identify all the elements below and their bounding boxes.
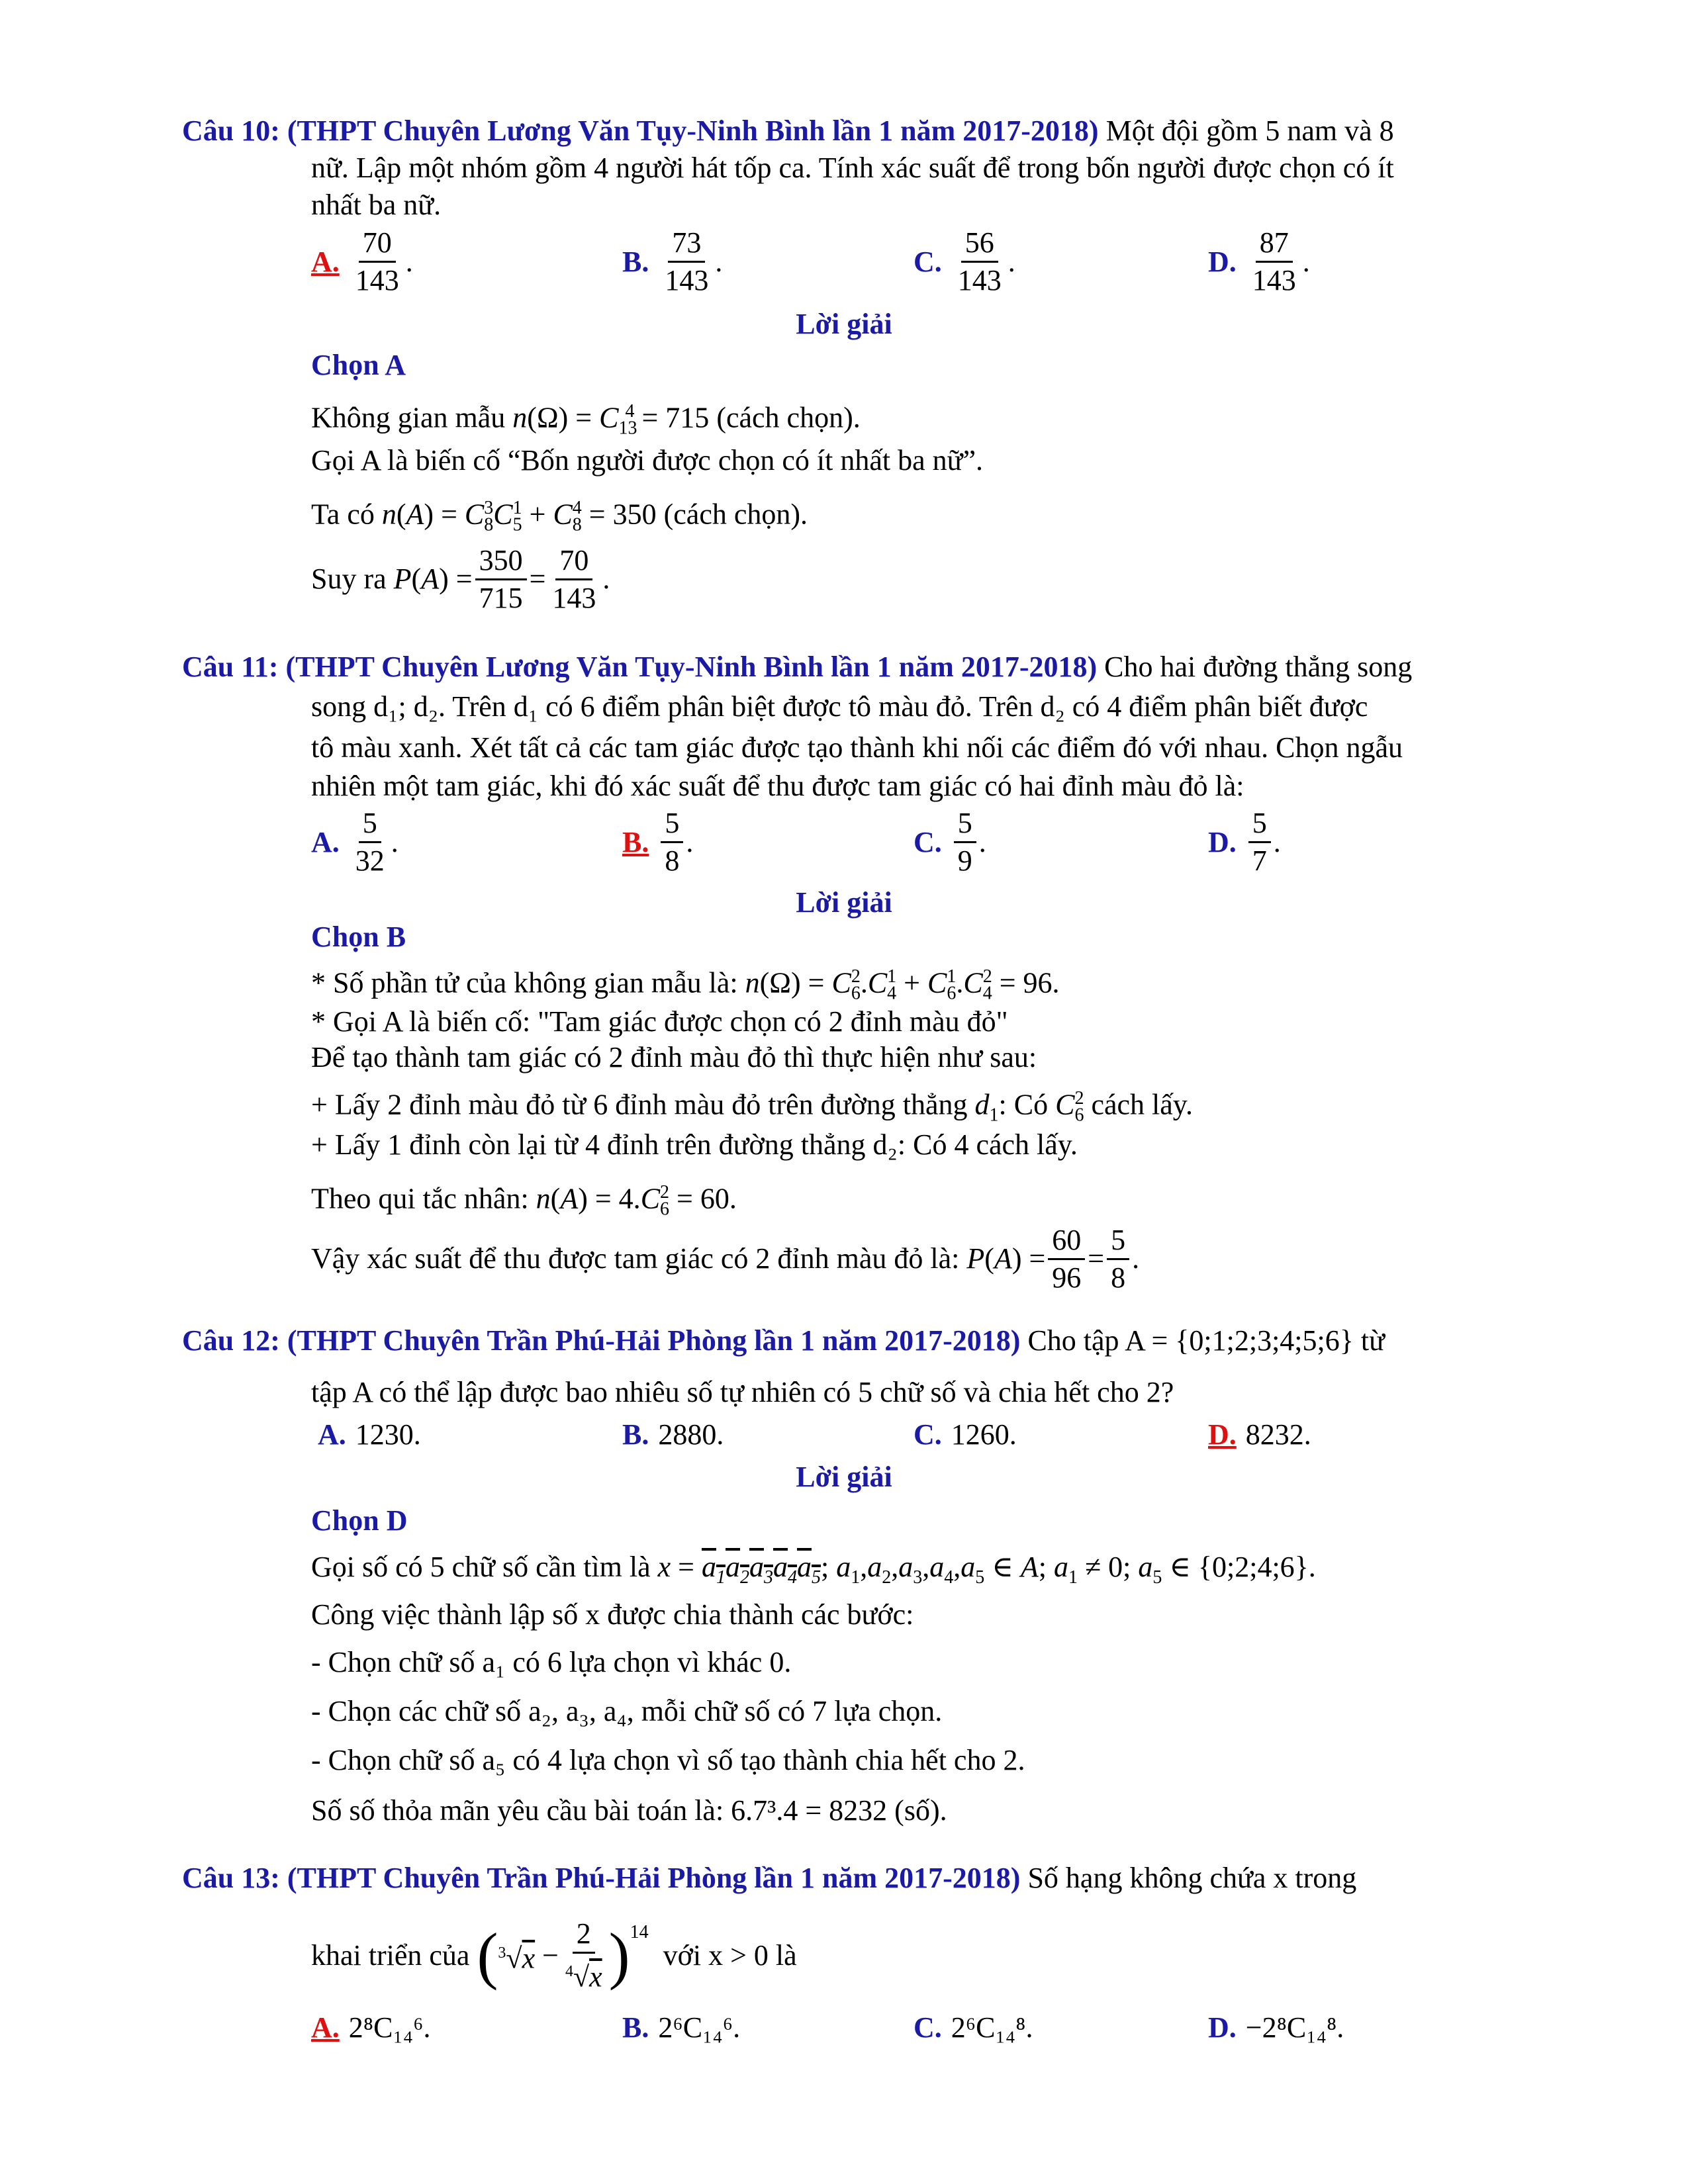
- q11-solution-line6: Theo qui tắc nhân: $n(A) = 4.C_6^2 = 60$.: [311, 1182, 737, 1220]
- q12-label: Câu 12:: [182, 1324, 280, 1357]
- q10-s1-pre: Không gian mẫu: [311, 401, 506, 434]
- q12-option-b-letter: B.: [622, 1418, 649, 1451]
- q10-option-b-den: 143: [665, 263, 709, 296]
- q12-solution-line2: Công việc thành lập số x được chia thành các bước:: [311, 1598, 914, 1631]
- cube-root-x: $^3$√x: [498, 1942, 536, 1975]
- q11-option-b-num: 5: [661, 805, 683, 843]
- q13-option-d-value: −2⁸C₁₄⁸.: [1245, 2011, 1344, 2044]
- q10-source: (THPT Chuyên Lương Văn Tụy-Ninh Bình lần 1 năm 2017-2018): [287, 114, 1099, 147]
- q10-option-c-fraction: [954, 225, 1006, 298]
- q13-text-line1: Số hạng không chứa x trong: [1027, 1862, 1357, 1894]
- q11-s1-pre: * Số phần tử của không gian mẫu là:: [311, 966, 738, 999]
- q13-inner-fraction: $\frac{2}{^4√x}$: [565, 1917, 602, 1993]
- q13-option-c-value: 2⁶C₁₄⁸.: [951, 2011, 1033, 2044]
- q13-option-d[interactable]: [1208, 2009, 1344, 2046]
- q10-option-a[interactable]: A. $\frac{70}{143}$ .: [311, 222, 413, 301]
- q13-text-line2-pre: khai triển của: [311, 1939, 470, 1972]
- q12-s1: Gọi số có 5 chữ số cần tìm là: [311, 1551, 651, 1583]
- q11-option-a-fraction: [352, 805, 389, 879]
- q10-option-b[interactable]: B. $\frac{73}{143}$ .: [622, 222, 722, 301]
- q11-solution-line3: Để tạo thành tam giác có 2 đỉnh màu đỏ thì thực hiện như sau:: [311, 1041, 1037, 1073]
- q12-solution-line6: Số số thỏa mãn yêu cầu bài toán là: 6.7³.4 = 8232 (số).: [311, 1794, 947, 1827]
- q11-option-a-num: 5: [359, 805, 381, 843]
- q11-option-a[interactable]: A. $\frac{5}{32}$ .: [311, 802, 399, 882]
- q10-s4-frac2-num: 70: [555, 543, 592, 580]
- q13-option-d-letter: D.: [1208, 2011, 1237, 2044]
- q13-option-a[interactable]: [311, 2009, 431, 2046]
- q11-text-line1: Cho hai đường thẳng song: [1104, 651, 1413, 683]
- q12-line1: [182, 1322, 1385, 1359]
- q10-option-b-letter: B.: [622, 245, 649, 278]
- q10-solution-line4: Suy ra P ( A ) = $\frac{350}{715}$ = $\frac{70}{143}$ .: [311, 539, 1509, 619]
- q12-solution-line5: - Chọn chữ số a₅ có 4 lựa chọn vì số tạo thành chia hết cho 2.: [311, 1744, 1025, 1776]
- q12-solution-line3: - Chọn chữ số a₁ có 6 lựa chọn vì khác 0.: [311, 1646, 792, 1678]
- q11-option-c-fraction: [954, 805, 976, 879]
- q10-option-a-num: 70: [359, 225, 396, 263]
- q10-text-line1: Một đội gồm 5 nam và 8: [1105, 114, 1394, 147]
- q12-option-b[interactable]: [622, 1416, 724, 1453]
- q10-options: [311, 222, 1569, 301]
- q10-s4-fraction1: [475, 543, 527, 616]
- q11-s7-frac1-num: 60: [1048, 1222, 1085, 1260]
- q10-choice: Chọn A: [311, 349, 406, 381]
- q10-line1: [182, 113, 1394, 150]
- q10-option-c-num: 56: [961, 225, 998, 263]
- q11-s7-fraction2: [1107, 1222, 1129, 1296]
- q13-option-b-value: 2⁶C₁₄⁶.: [658, 2011, 741, 2044]
- q10-s4-frac1-num: 350: [475, 543, 527, 580]
- q10-option-b-num: 73: [668, 225, 705, 263]
- q12-option-c-value: 1260.: [951, 1418, 1017, 1451]
- q11-option-d-den: 7: [1252, 844, 1267, 877]
- q11-label: Câu 11:: [182, 651, 279, 683]
- q11-s7-frac1-den: 96: [1052, 1261, 1082, 1294]
- q11-solution-line5: + Lấy 1 đỉnh còn lại từ 4 đỉnh trên đường thẳng d₂: Có 4 cách lấy.: [311, 1128, 1078, 1161]
- q11-solution-line2: * Gọi A là biến cố: "Tam giác được chọn có 2 đỉnh màu đỏ": [311, 1005, 1008, 1038]
- q13-option-b-letter: B.: [622, 2011, 649, 2044]
- q10-option-d[interactable]: D. $\frac{87}{143}$ .: [1208, 222, 1310, 301]
- q11-solution-line4: + Lấy 2 đỉnh màu đỏ từ 6 đỉnh màu đỏ trên đường thẳng $d_1$: Có $C_6^2$ cách lấy.: [311, 1088, 1193, 1126]
- q10-option-d-den: 143: [1252, 263, 1296, 296]
- q11-choice: Chọn B: [311, 921, 406, 953]
- q12-options: [311, 1416, 1509, 1456]
- q13-option-b[interactable]: [622, 2009, 740, 2046]
- q10-option-c-letter: C.: [914, 245, 942, 278]
- q11-option-c-den: 9: [957, 844, 972, 877]
- q13-option-c-letter: C.: [914, 2011, 942, 2044]
- q11-s4-post: cách lấy.: [1091, 1088, 1193, 1121]
- q10-text-line2: nữ. Lập một nhóm gồm 4 người hát tốp ca. Tính xác suất để trong bốn người được chọn có ít: [311, 152, 1394, 184]
- q10-option-c[interactable]: C. $\frac{56}{143}$ .: [914, 222, 1015, 301]
- q11-text-line3: tô màu xanh. Xét tất cả các tam giác được tạo thành khi nối các điểm đó với nhau. Chọn ngẫu: [311, 731, 1403, 764]
- q11-option-d[interactable]: D. $\frac{5}{7}$ .: [1208, 802, 1281, 882]
- q11-s7-fraction1: [1048, 1222, 1085, 1296]
- q10-option-d-num: 87: [1256, 225, 1293, 263]
- q11-solution-line1: * Số phần tử của không gian mẫu là: $n(\Omega) = C_6^2.C_4^1 + C_6^1.C_4^2 = 96$.: [311, 966, 1060, 1004]
- q12-option-d-letter: D.: [1208, 1418, 1237, 1451]
- q11-option-c[interactable]: C. $\frac{5}{9}$ .: [914, 802, 986, 882]
- q12-option-b-value: 2880.: [658, 1418, 724, 1451]
- q10-text-line3: nhất ba nữ.: [311, 189, 442, 221]
- q12-text-line1: Cho tập A = {0;1;2;3;4;5;6} từ: [1027, 1324, 1385, 1357]
- q12-option-c-letter: C.: [914, 1418, 942, 1451]
- q10-s4-frac2-den: 143: [552, 581, 596, 614]
- q12-text-line2: tập A có thể lập được bao nhiêu số tự nhiên có 5 chữ số và chia hết cho 2?: [311, 1376, 1174, 1408]
- q11-option-b-letter: B.: [622, 825, 649, 858]
- q11-option-a-den: 32: [355, 844, 385, 877]
- q12-option-a-value: 1230.: [355, 1418, 421, 1451]
- q10-solution-title: Lời giải: [796, 308, 892, 340]
- q12-option-a-letter: A.: [318, 1418, 346, 1451]
- q10-s4-frac1-den: 715: [479, 581, 523, 614]
- q11-text-line2: song d₁; d₂. Trên d₁ có 6 điểm phân biệt được tô màu đỏ. Trên d₂ có 4 điểm phân biết được: [311, 690, 1368, 723]
- q11-s7-frac2-num: 5: [1107, 1222, 1129, 1260]
- q13-options: [311, 2009, 1509, 2049]
- q11-option-a-letter: A.: [311, 825, 340, 858]
- q11-s6-pre: Theo qui tắc nhân:: [311, 1182, 529, 1215]
- q10-option-b-fraction: [661, 225, 712, 298]
- q11-option-c-letter: C.: [914, 825, 942, 858]
- q12-solution-line1: Gọi số có 5 chữ số cần tìm là $x = a_1a_2a_3a_4a_5$; $a_1,a_2,a_3,a_4,a_5$ ∈ A; $a_1 \ne 0$; $a_5$ ∈ {0;2;4;6}.: [311, 1551, 1316, 1588]
- q11-options: [311, 802, 1569, 882]
- q11-s7-pre: Vậy xác suất để thu được tam giác có 2 đỉnh màu đỏ là:: [311, 1242, 960, 1275]
- q12-choice: Chọn D: [311, 1504, 408, 1537]
- q11-solution-line7: Vậy xác suất để thu được tam giác có 2 đỉnh màu đỏ là: P ( A ) = $\frac{60}{96}$ = $\frac{5}{8}$ .: [311, 1219, 1509, 1298]
- q13-line1: [182, 1860, 1380, 1897]
- left-paren: (: [477, 1920, 498, 1991]
- q12-option-d-value: 8232.: [1245, 1418, 1311, 1451]
- q12-solution-title: Lời giải: [796, 1461, 892, 1493]
- q10-s3-post: (cách chọn).: [663, 498, 808, 531]
- q10-solution-line2: Gọi A là biến cố “Bốn người được chọn có ít nhất ba nữ”.: [311, 444, 983, 477]
- q10-option-d-fraction: [1248, 225, 1300, 298]
- q11-line1: [182, 649, 1413, 686]
- q13-option-a-letter: A.: [311, 2011, 340, 2044]
- q11-s7-frac2-den: 8: [1111, 1261, 1126, 1294]
- q10-option-a-letter: A.: [311, 245, 340, 278]
- q13-label: Câu 13:: [182, 1862, 280, 1894]
- q11-option-b-den: 8: [665, 844, 680, 877]
- q11-solution-title: Lời giải: [796, 886, 892, 919]
- q11-source: (THPT Chuyên Lương Văn Tụy-Ninh Bình lần 1 năm 2017-2018): [285, 651, 1098, 683]
- right-paren: ): [608, 1920, 630, 1991]
- q13-option-a-value: 2⁸C₁₄⁶.: [348, 2011, 431, 2044]
- q10-label: Câu 10:: [182, 114, 280, 147]
- q10-option-a-fraction: [352, 225, 403, 298]
- q13-text-line2-post: với x > 0 là: [663, 1939, 797, 1972]
- q12-option-d[interactable]: [1208, 1416, 1311, 1453]
- q13-text-line2: khai triển của ( $^3$√x − $\frac{2}{^4√x}$ ) $^{14}$ với x > 0 là: [311, 1906, 1509, 2005]
- q11-option-b[interactable]: B. $\frac{5}{8}$ .: [622, 802, 693, 882]
- q11-option-d-letter: D.: [1208, 825, 1237, 858]
- q11-option-c-num: 5: [954, 805, 976, 843]
- q10-solution-line3: Ta có $n(A) = C_8^3C_5^1 + C_8^4 = 350$ (cách chọn).: [311, 498, 808, 535]
- q10-option-c-den: 143: [957, 263, 1002, 296]
- q10-solution-line1: Không gian mẫu $n(\Omega) = C_{13}^4 = 715$ (cách chọn).: [311, 401, 861, 439]
- q11-text-line4: nhiên một tam giác, khi đó xác suất để thu được tam giác có hai đỉnh màu đỏ là:: [311, 770, 1244, 802]
- q11-option-d-num: 5: [1248, 805, 1271, 843]
- q10-s4-fraction2: [548, 543, 600, 616]
- q10-s4-pre: Suy ra: [311, 563, 387, 595]
- q12-solution-line4: - Chọn các chữ số a₂, a₃, a₄, mỗi chữ số có 7 lựa chọn.: [311, 1695, 943, 1727]
- q12-option-a[interactable]: [318, 1416, 421, 1453]
- q11-s4-pre: + Lấy 2 đỉnh màu đỏ từ 6 đỉnh màu đỏ trên đường thẳng: [311, 1088, 968, 1121]
- q13-option-c[interactable]: [914, 2009, 1033, 2046]
- q11-option-b-fraction: [661, 805, 683, 879]
- q13-source: (THPT Chuyên Trần Phú-Hải Phòng lần 1 năm 2017-2018): [287, 1862, 1021, 1894]
- q10-option-a-den: 143: [355, 263, 399, 296]
- q12-option-c[interactable]: [914, 1416, 1017, 1453]
- q10-s3-pre: Ta có: [311, 498, 375, 531]
- q12-source: (THPT Chuyên Trần Phú-Hải Phòng lần 1 năm 2017-2018): [287, 1324, 1021, 1357]
- q10-s1-post: (cách chọn).: [716, 401, 861, 434]
- q11-option-d-fraction: [1248, 805, 1271, 879]
- q10-option-d-letter: D.: [1208, 245, 1237, 278]
